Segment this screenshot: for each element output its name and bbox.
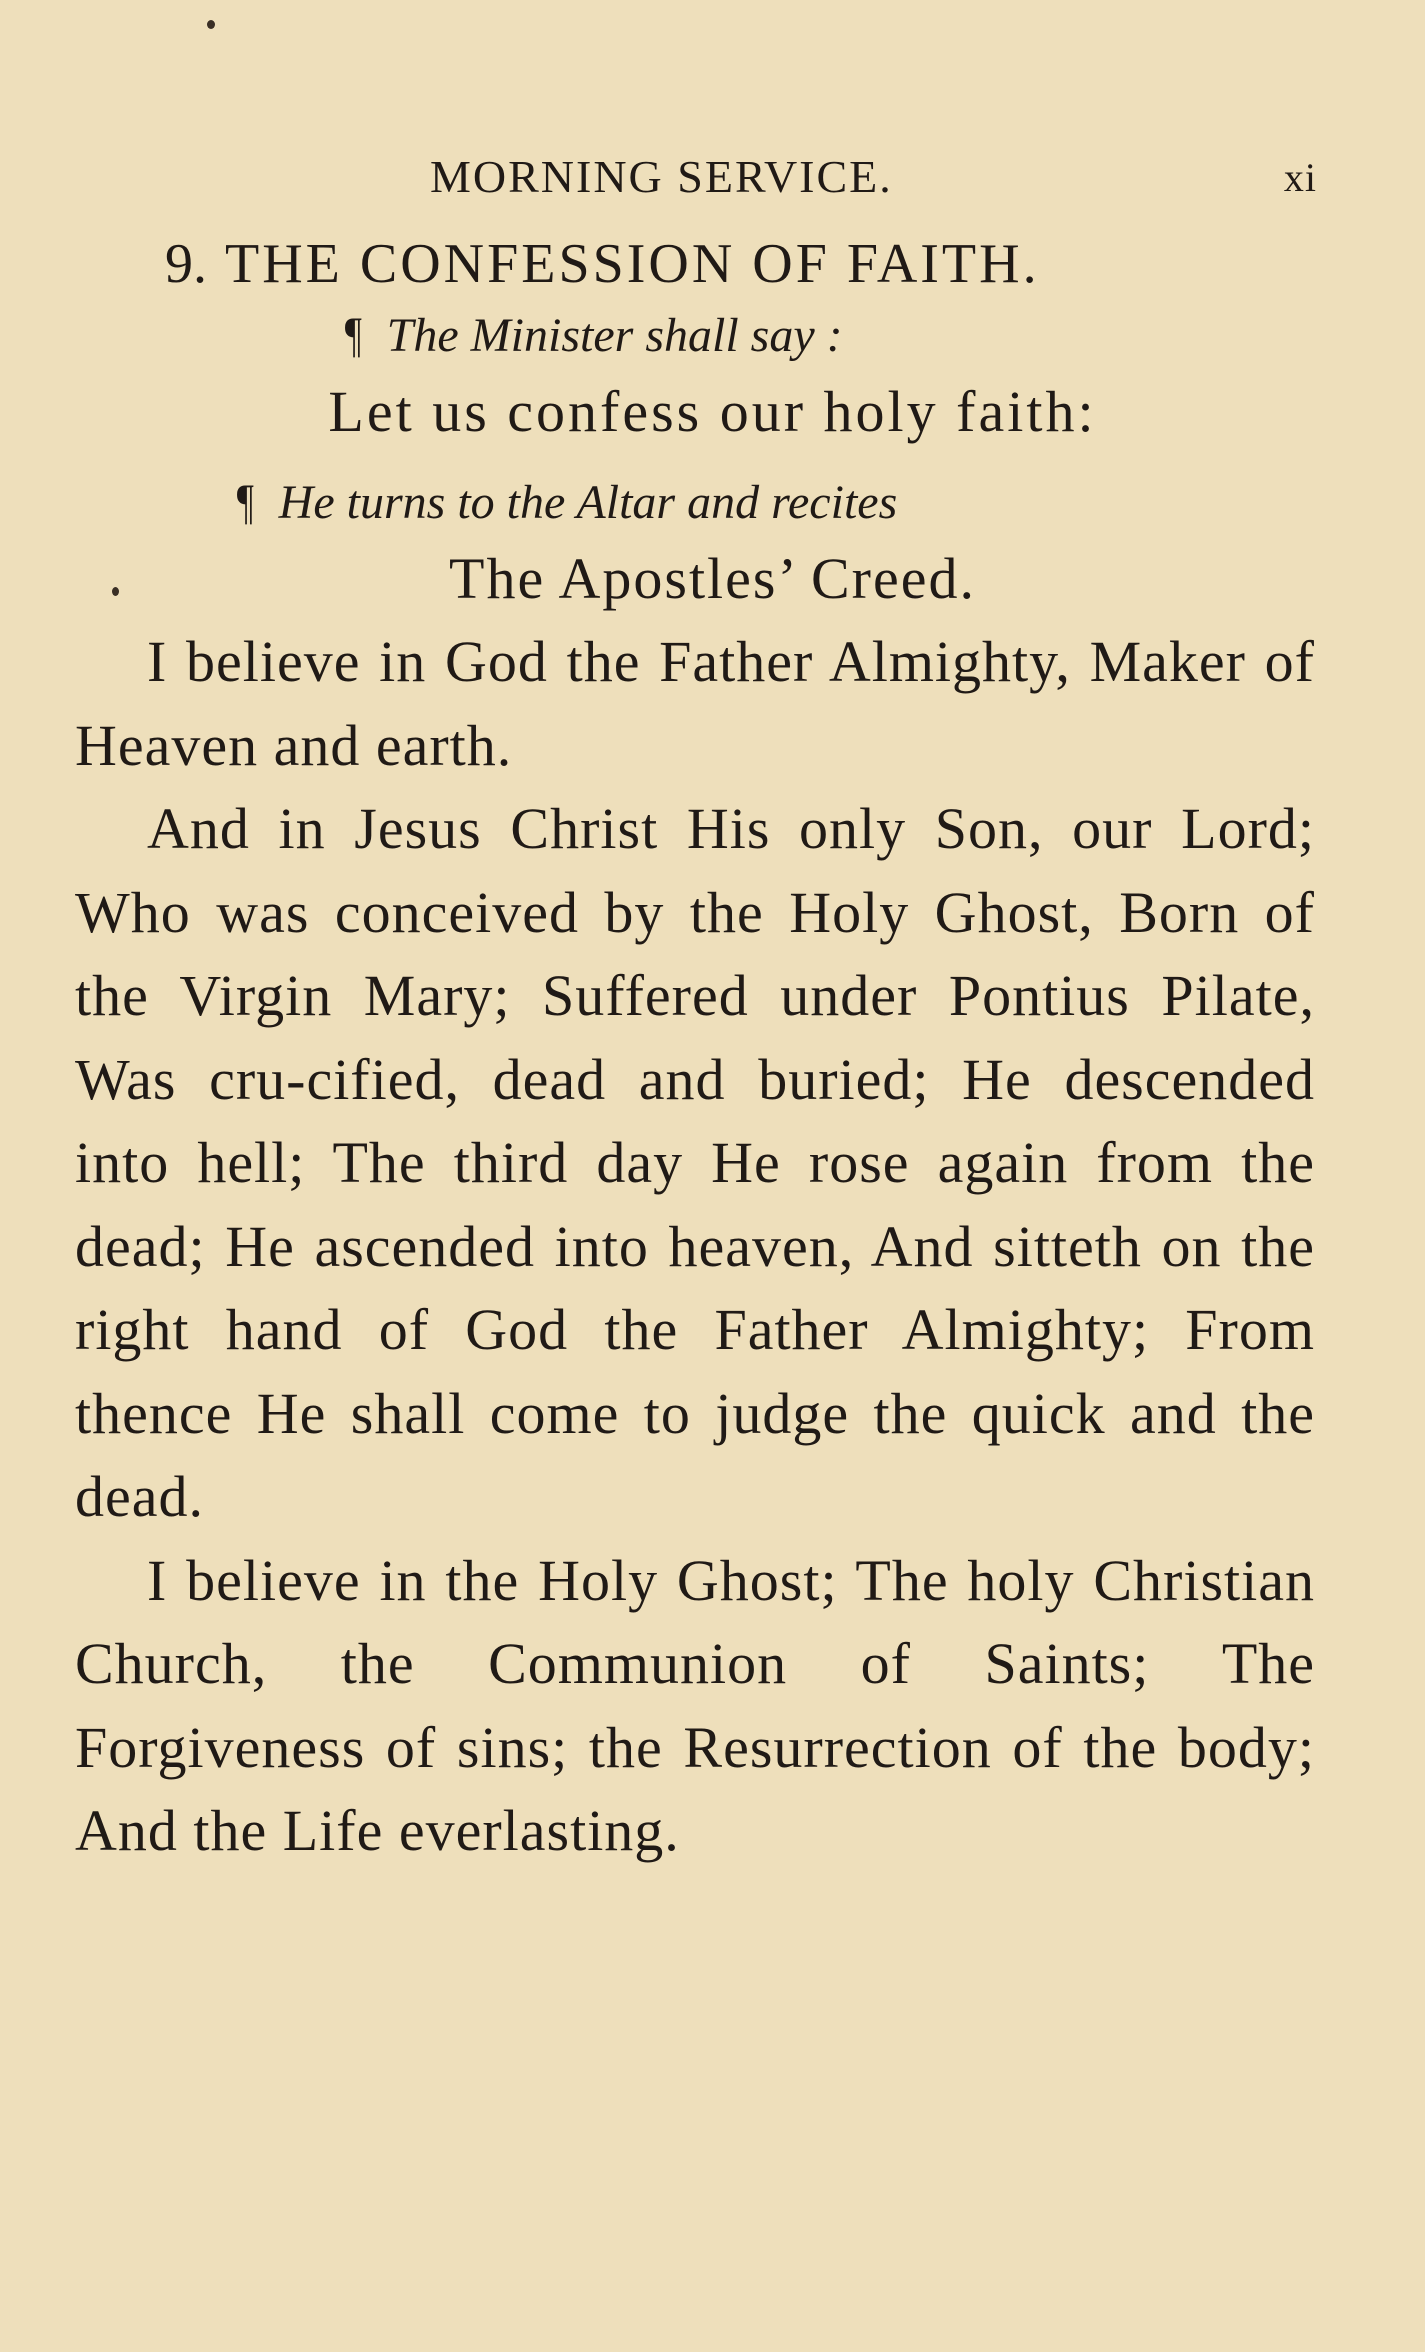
versicle: Let us confess our holy faith: [328,379,1097,444]
creed-paragraph: I believe in God the Father Almighty, Maker of Heaven and earth. [75,629,1315,778]
section-heading [165,232,1040,296]
print-speck [207,20,215,29]
rubric-turns-to-altar [234,472,897,530]
section-number: 9. [165,233,207,295]
creed-body [75,620,1315,1873]
rubric-text: He turns to the Altar and recites [278,476,898,529]
creed-paragraph: And in Jesus Christ His only Son, our Lord; Who was conceived by the Holy Ghost, Born of the Virgin Mary; Suffered under Pontius Pilate, Was cru-cified, dead and buried; He descended into hell; The third day He rose again from the dead; He ascended into heaven, And sitteth on the right hand of God the Father Almighty; From thence He shall come to judge the quick and the dead. [75,796,1315,1529]
running-title: MORNING SERVICE. [430,151,893,202]
page-number: xi [1283,155,1317,200]
section-title: THE CONFESSION OF FAITH. [225,233,1040,295]
pilcrow-icon: ¶ [236,473,254,529]
creed-paragraph: I believe in the Holy Ghost; The holy Christian Church, the Communion of Saints; The Forgiveness of sins; the Resurrection of the body; And the Life everlasting. [75,1547,1315,1863]
running-head [0,150,1425,210]
creed-title: The Apostles’ Creed. [449,546,976,611]
pilcrow-icon: ¶ [344,306,362,362]
rubric-minister-shall-say [342,305,843,363]
rubric-text: The Minister shall say : [386,309,843,362]
